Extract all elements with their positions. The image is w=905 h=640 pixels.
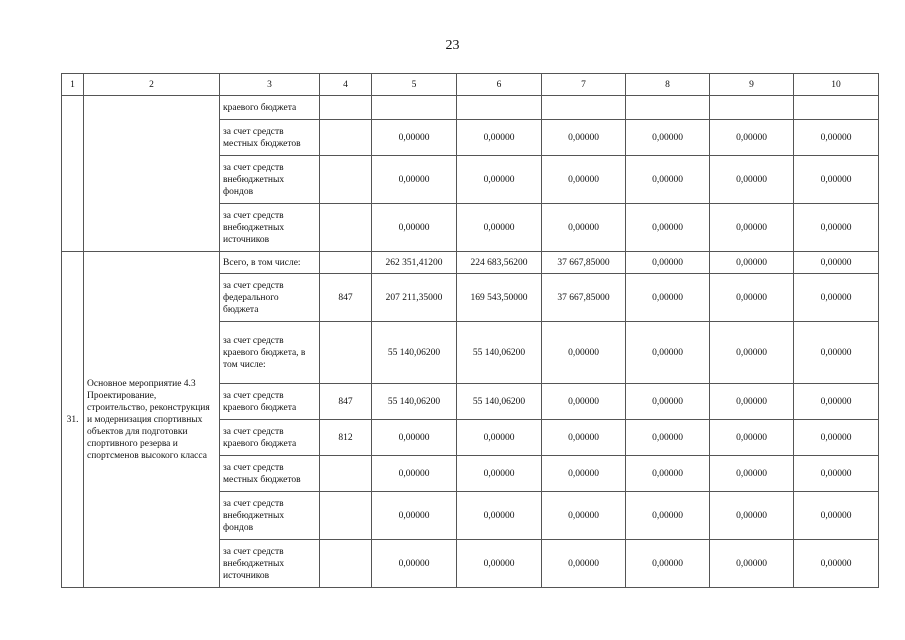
amount-cell: 0,00000 xyxy=(626,492,710,540)
amount-cell: 0,00000 xyxy=(372,540,457,588)
funding-source: за счет средств внебюджетных фондов xyxy=(220,156,320,204)
amount-cell: 0,00000 xyxy=(794,120,879,156)
amount-cell: 0,00000 xyxy=(457,492,542,540)
amount-cell: 0,00000 xyxy=(372,492,457,540)
amount-cell: 0,00000 xyxy=(794,456,879,492)
amount-cell: 55 140,06200 xyxy=(372,322,457,384)
amount-cell: 0,00000 xyxy=(542,456,626,492)
amount-cell: 0,00000 xyxy=(710,420,794,456)
amount-cell: 0,00000 xyxy=(710,540,794,588)
budget-code xyxy=(320,492,372,540)
amount-cell: 0,00000 xyxy=(710,322,794,384)
amount-cell: 0,00000 xyxy=(626,120,710,156)
amount-cell: 0,00000 xyxy=(626,274,710,322)
amount-cell: 0,00000 xyxy=(457,156,542,204)
column-number: 2 xyxy=(84,74,220,96)
funding-source: за счет средств краевого бюджета xyxy=(220,384,320,420)
amount-cell: 0,00000 xyxy=(457,540,542,588)
amount-cell: 0,00000 xyxy=(710,204,794,252)
amount-cell: 0,00000 xyxy=(710,120,794,156)
amount-cell: 0,00000 xyxy=(710,492,794,540)
funding-source: за счет средств федерального бюджета xyxy=(220,274,320,322)
budget-code xyxy=(320,204,372,252)
amount-cell: 0,00000 xyxy=(710,274,794,322)
column-number: 7 xyxy=(542,74,626,96)
funding-source: за счет средств краевого бюджета, в том числе: xyxy=(220,322,320,384)
row-number-cell xyxy=(62,96,84,252)
amount-cell: 0,00000 xyxy=(626,456,710,492)
amount-cell: 0,00000 xyxy=(794,384,879,420)
amount-cell: 0,00000 xyxy=(794,492,879,540)
amount-cell: 0,00000 xyxy=(794,274,879,322)
budget-code xyxy=(320,456,372,492)
budget-code xyxy=(320,322,372,384)
amount-cell: 0,00000 xyxy=(457,204,542,252)
amount-cell: 207 211,35000 xyxy=(372,274,457,322)
amount-cell xyxy=(710,96,794,120)
amount-cell: 0,00000 xyxy=(794,156,879,204)
amount-cell: 0,00000 xyxy=(710,156,794,204)
amount-cell: 0,00000 xyxy=(626,156,710,204)
table-row xyxy=(62,252,879,274)
amount-cell: 0,00000 xyxy=(457,456,542,492)
amount-cell: 0,00000 xyxy=(457,420,542,456)
amount-cell: 0,00000 xyxy=(794,204,879,252)
budget-code xyxy=(320,252,372,274)
amount-cell: 37 667,85000 xyxy=(542,274,626,322)
amount-cell: 0,00000 xyxy=(794,420,879,456)
amount-cell: 55 140,06200 xyxy=(372,384,457,420)
amount-cell: 0,00000 xyxy=(372,120,457,156)
funding-source: за счет средств внебюджетных источников xyxy=(220,204,320,252)
amount-cell: 224 683,56200 xyxy=(457,252,542,274)
amount-cell xyxy=(626,96,710,120)
action-name: Основное мероприятие 4.3 Проектирование, строительство, реконструкция и модернизация спортивных объектов для подготовки спортивного резерва и спортсменов высокого класса xyxy=(84,252,220,588)
column-number: 9 xyxy=(710,74,794,96)
budget-code: 847 xyxy=(320,384,372,420)
budget-code xyxy=(320,540,372,588)
amount-cell: 0,00000 xyxy=(372,156,457,204)
budget-code: 847 xyxy=(320,274,372,322)
amount-cell: 0,00000 xyxy=(372,456,457,492)
column-number: 8 xyxy=(626,74,710,96)
amount-cell: 0,00000 xyxy=(542,204,626,252)
amount-cell xyxy=(794,96,879,120)
funding-source: Всего, в том числе: xyxy=(220,252,320,274)
amount-cell: 169 543,50000 xyxy=(457,274,542,322)
amount-cell: 0,00000 xyxy=(794,540,879,588)
budget-table xyxy=(61,73,879,588)
amount-cell: 0,00000 xyxy=(542,120,626,156)
action-name-cell xyxy=(84,96,220,252)
budget-code xyxy=(320,96,372,120)
amount-cell: 0,00000 xyxy=(542,492,626,540)
funding-source: за счет средств местных бюджетов xyxy=(220,456,320,492)
amount-cell: 0,00000 xyxy=(626,384,710,420)
amount-cell xyxy=(542,96,626,120)
funding-source: за счет средств внебюджетных источников xyxy=(220,540,320,588)
amount-cell: 0,00000 xyxy=(794,252,879,274)
column-number-row xyxy=(62,74,879,96)
column-number: 1 xyxy=(62,74,84,96)
amount-cell xyxy=(457,96,542,120)
column-number: 10 xyxy=(794,74,879,96)
column-number: 4 xyxy=(320,74,372,96)
budget-code xyxy=(320,156,372,204)
budget-code xyxy=(320,120,372,156)
amount-cell: 0,00000 xyxy=(710,384,794,420)
amount-cell: 0,00000 xyxy=(626,204,710,252)
amount-cell: 55 140,06200 xyxy=(457,322,542,384)
funding-source: за счет средств местных бюджетов xyxy=(220,120,320,156)
amount-cell: 37 667,85000 xyxy=(542,252,626,274)
table-row xyxy=(62,96,879,120)
amount-cell: 0,00000 xyxy=(372,204,457,252)
amount-cell: 55 140,06200 xyxy=(457,384,542,420)
page-number: 23 xyxy=(445,38,460,53)
amount-cell: 0,00000 xyxy=(710,456,794,492)
funding-source: за счет средств внебюджетных фондов xyxy=(220,492,320,540)
amount-cell: 0,00000 xyxy=(542,420,626,456)
funding-source: краевого бюджета xyxy=(220,96,320,120)
amount-cell: 0,00000 xyxy=(542,322,626,384)
amount-cell: 0,00000 xyxy=(626,252,710,274)
row-number: 31. xyxy=(62,252,84,588)
amount-cell: 262 351,41200 xyxy=(372,252,457,274)
budget-code: 812 xyxy=(320,420,372,456)
amount-cell: 0,00000 xyxy=(794,322,879,384)
column-number: 3 xyxy=(220,74,320,96)
amount-cell: 0,00000 xyxy=(542,384,626,420)
amount-cell: 0,00000 xyxy=(542,540,626,588)
funding-source: за счет средств краевого бюджета xyxy=(220,420,320,456)
amount-cell: 0,00000 xyxy=(372,420,457,456)
column-number: 5 xyxy=(372,74,457,96)
amount-cell: 0,00000 xyxy=(710,252,794,274)
amount-cell: 0,00000 xyxy=(626,322,710,384)
amount-cell: 0,00000 xyxy=(626,540,710,588)
amount-cell: 0,00000 xyxy=(457,120,542,156)
column-number: 6 xyxy=(457,74,542,96)
amount-cell xyxy=(372,96,457,120)
amount-cell: 0,00000 xyxy=(542,156,626,204)
amount-cell: 0,00000 xyxy=(626,420,710,456)
